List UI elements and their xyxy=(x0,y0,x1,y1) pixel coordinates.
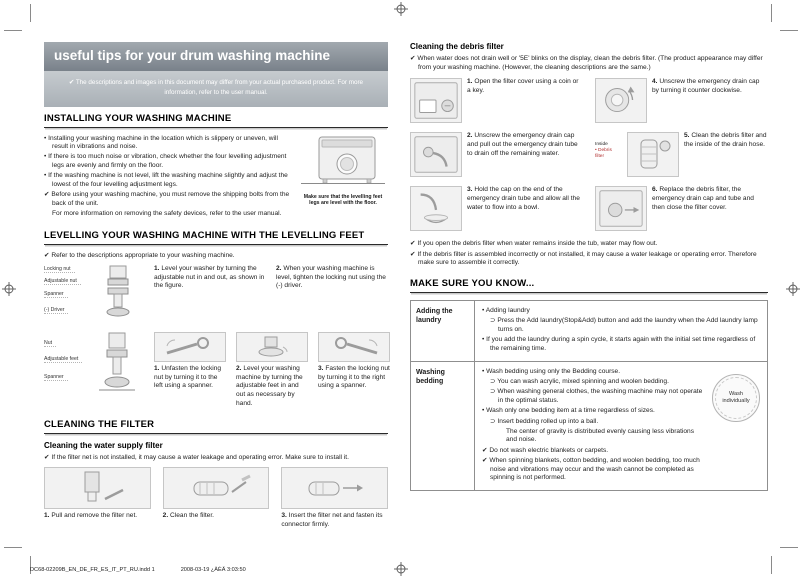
table-row-adding-laundry xyxy=(411,301,767,361)
bullet-item: • If the washing machine is not level, lift the washing machine slightly and adjust the lowest of the four levelling adjustment legs. xyxy=(44,172,288,189)
filter-step-caption xyxy=(44,512,151,521)
heading-levelling: LEVELLING YOUR WASHING MACHINE WITH THE LEVELLING FEET xyxy=(44,230,388,245)
filter-step-col xyxy=(44,467,151,529)
debris-step-2 xyxy=(410,132,583,179)
step-number: 3. xyxy=(318,365,324,373)
levelling-step xyxy=(154,365,226,391)
bullet-item: • Installing your washing machine in the location which is slippery or uneven, will result in vibrations and noise. xyxy=(44,134,278,151)
debris-step-text xyxy=(467,78,583,125)
step-number: 5. xyxy=(684,132,690,140)
insert-filter-net-illustration xyxy=(281,467,388,509)
clean-filter-illustration xyxy=(163,467,270,509)
diagram-label: Spanner xyxy=(44,291,68,298)
debris-step-text xyxy=(467,132,583,179)
levelling-step xyxy=(318,365,390,391)
spanner-left-illustration xyxy=(154,332,226,362)
turn-feet-illustration xyxy=(236,332,308,362)
page-banner xyxy=(44,42,388,107)
crop-mark xyxy=(780,30,798,31)
row-content xyxy=(475,362,767,490)
banner-note: ✔ The descriptions and images in this document may differ from your actual purchased product. For more information, refer to the user manual. xyxy=(44,71,388,107)
heading-installing: INSTALLING YOUR WASHING MACHINE xyxy=(44,113,388,128)
inside-label: Inside xyxy=(595,142,608,148)
heading-cleaning-filter: CLEANING THE FILTER xyxy=(44,419,388,434)
debris-filter-label: • Debris filter xyxy=(595,148,612,160)
debris-step-3 xyxy=(410,186,583,233)
wash-individually-badge: Wash individually xyxy=(712,374,760,422)
debris-note: ✔ When water does not drain well or '5E' blinks on the display, clean the debris filter. (The product appearance may differ from your washing machine. (However, the cleaning descriptions are the same.) xyxy=(410,55,763,71)
crop-mark xyxy=(771,4,772,22)
list-item: The center of gravity is distributed evenly causing less vibrations and noise. xyxy=(506,427,695,444)
debris-step-text xyxy=(684,132,768,179)
open-filter-cover-illustration xyxy=(410,78,462,123)
step-number: 6. xyxy=(652,186,658,194)
step-text: Clean the debris filter and the inside of the drain hose. xyxy=(684,132,767,149)
clean-debris-filter-illustration xyxy=(627,132,679,177)
replace-filter-illustration xyxy=(595,186,647,231)
levelling-diagram2-row xyxy=(44,332,388,409)
installing-figure xyxy=(298,135,388,221)
step-text: Pull and remove the filter net. xyxy=(51,512,138,520)
footer-filename: DC68-02209B_EN_DE_FR_ES_IT_PT_RU.indd 1 xyxy=(30,567,155,573)
installing-section xyxy=(44,135,388,221)
banner-title: useful tips for your drum washing machine xyxy=(44,42,388,71)
list-item: • If you add the laundry during a spin cycle, it starts again with the initial set time regardless of the remaining time. xyxy=(482,336,756,352)
spanner-right-illustration xyxy=(318,332,390,362)
remove-filter-net-illustration xyxy=(44,467,151,509)
installing-figure-caption: Make sure that the levelling feet legs are level with the floor. xyxy=(303,193,383,206)
step-number: 2. xyxy=(162,512,169,520)
levelling-note: ✔ Refer to the descriptions appropriate to your washing machine. xyxy=(44,252,235,260)
crop-mark xyxy=(780,547,798,548)
list-item: • Adding laundry xyxy=(482,307,530,315)
step-text: Replace the debris filter, the emergency drain cap and tube and then close the filter cover. xyxy=(652,186,754,211)
levelling-nut-diagram xyxy=(44,265,144,323)
list-item: ⊃ You can wash acrylic, mixed spinning and woolen bedding. xyxy=(490,378,669,386)
step-text: Insert the filter net and fasten its connector firmly. xyxy=(281,512,383,528)
unscrew-drain-cap-illustration xyxy=(595,78,647,123)
water-filter-steps xyxy=(44,467,388,529)
debris-filter-callout xyxy=(595,132,622,179)
levelling-step xyxy=(276,265,388,323)
bullet-item: • If there is too much noise or vibration, check whether the four levelling adjustment legs are evenly and firmly on the floor. xyxy=(44,153,287,170)
diagram-label: Spanner xyxy=(44,374,68,381)
diagram-label: (-) Driver xyxy=(44,307,68,314)
debris-step-5 xyxy=(595,132,768,179)
print-footer xyxy=(30,567,246,573)
filter-step-col xyxy=(163,467,270,529)
debris-step-text xyxy=(652,186,768,233)
debris-step-text xyxy=(652,78,768,125)
debris-step-text xyxy=(467,186,583,233)
table-row-washing-bedding xyxy=(411,361,767,490)
step-text: Hold the cap on the end of the emergency drain tube and allow all the water to flow into a bowl. xyxy=(467,186,580,211)
debris-step-4 xyxy=(595,78,768,125)
diagram-label: Nut xyxy=(44,340,56,347)
step-text: Level your washer by turning the adjustable nut in and out, as shown in the figure. xyxy=(154,265,265,290)
step-number: 4. xyxy=(652,78,658,86)
row-label: Adding the laundry xyxy=(411,301,475,361)
diagram-label: Adjustable feet xyxy=(44,356,82,363)
left-column xyxy=(44,42,388,530)
diagram-label: Locking nut xyxy=(44,266,75,273)
crop-mark xyxy=(4,547,22,548)
subheading-water-supply-filter: Cleaning the water supply filter xyxy=(44,440,163,450)
list-item: ✔ Do not wash electric blankets or carpets. xyxy=(482,446,609,454)
registration-mark-icon xyxy=(394,2,408,16)
note-item-continued: For more information on removing the safety devices, refer to the user manual. xyxy=(52,210,282,218)
levelling-step-col xyxy=(236,332,308,409)
adjustable-nut-illustration xyxy=(98,265,138,321)
levelling-step xyxy=(236,365,308,409)
pull-drain-tube-illustration xyxy=(410,132,462,177)
step-text: Fasten the locking nut by turning it to the right using a spanner. xyxy=(318,365,390,390)
levelling-feet-diagram xyxy=(44,332,144,398)
debris-step-6 xyxy=(595,186,768,233)
adjustable-feet-illustration xyxy=(96,332,138,396)
levelling-step-col xyxy=(154,332,226,409)
debris-warning: ✔ If you open the debris filter when water remains inside the tub, water may flow out. xyxy=(410,240,658,248)
levelling-diagram1-row xyxy=(44,265,388,323)
list-item: ⊃ Insert bedding rolled up into a ball. xyxy=(490,417,599,425)
step-number: 3. xyxy=(467,186,473,194)
filter-step-caption xyxy=(163,512,270,521)
step-text: When your washing machine is level, tighten the locking nut using the (-) driver. xyxy=(276,265,386,290)
list-item: ⊃ When washing general clothes, the washing machine may not operate in the optimal status. xyxy=(490,388,703,405)
row-label: Washing bedding xyxy=(411,362,475,490)
diagram-label: Adjustable nut xyxy=(44,278,81,285)
levelling-step-col xyxy=(318,332,390,409)
step-number: 1. xyxy=(154,265,160,273)
list-item: • Wash bedding using only the Bedding course. xyxy=(482,368,621,376)
step-number: 1. xyxy=(44,512,50,520)
row-content xyxy=(475,301,767,361)
filter-step-col xyxy=(281,467,388,529)
right-column xyxy=(410,42,768,491)
debris-warning: ✔ If the debris filter is assembled incorrectly or not installed, it may cause a water leakage or operating error. Therefore make sure to assemble it correctly. xyxy=(410,250,757,267)
step-text: Unfasten the locking nut by turning it to the left using a spanner. xyxy=(154,365,222,390)
step-text: Open the filter cover using a coin or a key. xyxy=(467,78,579,95)
crop-mark xyxy=(30,4,31,22)
crop-mark xyxy=(771,556,772,574)
list-item: ⊃ Press the Add laundry(Stop&Add) button and add the laundry when the Add laundry lamp turns on. xyxy=(490,317,758,333)
registration-mark-icon xyxy=(2,282,16,296)
crop-mark xyxy=(4,30,22,31)
washing-machine-illustration xyxy=(299,135,387,187)
filter-note: ✔ If the filter net is not installed, it may cause a water leakage and operating error. Make sure to install it. xyxy=(44,453,349,461)
heading-debris-filter: Cleaning the debris filter xyxy=(410,42,504,51)
registration-mark-icon xyxy=(786,282,800,296)
step-text: Clean the filter. xyxy=(170,512,214,520)
step-number: 3. xyxy=(281,512,287,520)
footer-timestamp: 2008-03-19 ¿ÀÈÄ 3:03:50 xyxy=(180,567,246,573)
step-text: Level your washing machine by turning the adjustable feet in and out as necessary by hand. xyxy=(236,365,303,407)
step-number: 1. xyxy=(154,365,160,373)
debris-steps-grid xyxy=(410,78,768,233)
list-item: ✔ When spinning blankets, cotton bedding, and woolen bedding, too much noise and vibrations may occur and the wash cannot be completed as spinning is not performed. xyxy=(482,456,700,482)
note-item: ✔ Before using your washing machine, you must remove the shipping bolts from the back of the unit. xyxy=(44,191,290,207)
drain-into-bowl-illustration xyxy=(410,186,462,231)
step-number: 1. xyxy=(467,78,473,86)
step-number: 2. xyxy=(236,365,242,373)
step-number: 2. xyxy=(467,132,473,140)
step-number: 2. xyxy=(276,265,282,273)
step-text: Unscrew the emergency drain cap by turning it counter clockwise. xyxy=(652,78,760,95)
list-item: • Wash only one bedding item at a time regardless of sizes. xyxy=(482,407,655,415)
filter-step-caption xyxy=(281,512,388,529)
debris-step-1 xyxy=(410,78,583,125)
registration-mark-icon xyxy=(394,562,408,576)
installing-bullets xyxy=(44,135,290,221)
heading-make-sure: MAKE SURE YOU KNOW... xyxy=(410,278,768,293)
make-sure-table xyxy=(410,300,768,491)
levelling-step xyxy=(154,265,266,323)
step-text: Unscrew the emergency drain cap and pull out the emergency drain tube to drain off the remaining water. xyxy=(467,132,578,157)
